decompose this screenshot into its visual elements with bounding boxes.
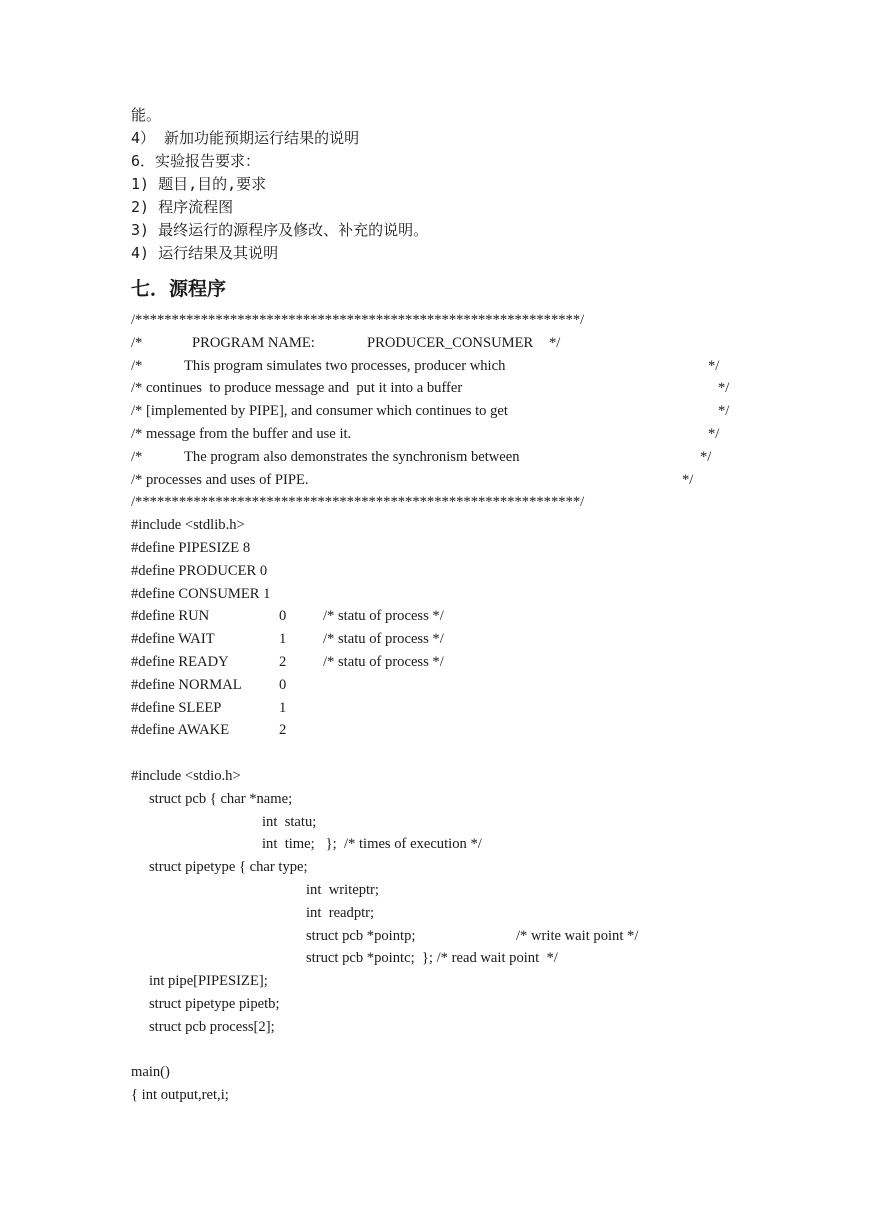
code-segment: */ — [708, 425, 720, 442]
code-segment: #define NORMAL — [131, 676, 242, 693]
code-segment: struct pipetype pipetb; — [149, 995, 280, 1012]
code-segment: 0 — [279, 608, 287, 625]
code-segment: /* [implemented by PIPE], and consumer which continues to get — [131, 403, 508, 420]
code-segment: */ — [549, 334, 561, 351]
requirement-line: 能。 — [131, 106, 162, 124]
requirement-line: 6．实验报告要求： — [131, 152, 261, 170]
code-segment: struct pcb *pointp; — [306, 927, 416, 944]
code-segment: */ — [682, 471, 694, 488]
code-segment: /* message from the buffer and use it. — [131, 425, 352, 442]
code-segment: 0 — [279, 676, 287, 693]
code-segment: #include <stdlib.h> — [131, 517, 245, 534]
code-segment: #define SLEEP — [131, 699, 222, 716]
code-segment: The program also demonstrates the synchronism between — [184, 448, 520, 465]
code-segment: int statu; — [262, 813, 317, 830]
code-segment: /*************************************************************/ — [131, 494, 585, 511]
code-segment: #define AWAKE — [131, 722, 230, 739]
code-segment: */ — [700, 448, 712, 465]
code-segment: /*************************************************************/ — [131, 312, 585, 328]
requirement-line: 4) 运行结果及其说明 — [131, 244, 279, 262]
code-segment: 2 — [279, 722, 287, 739]
code-segment: #define WAIT — [131, 631, 215, 648]
code-segment: 2 — [279, 653, 287, 670]
code-segment: /* continues to produce message and put it into a buffer — [131, 380, 463, 397]
code-segment: #define PRODUCER 0 — [131, 562, 268, 579]
code-segment: /* write wait point */ — [516, 927, 639, 944]
code-segment: struct pcb *pointc; }; /* read wait point */ — [306, 950, 558, 967]
code-segment: #define PIPESIZE 8 — [131, 539, 251, 556]
code-segment: */ — [718, 380, 730, 397]
code-segment: main() — [131, 1064, 170, 1081]
code-segment: int writeptr; — [306, 881, 379, 898]
code-segment: #define RUN — [131, 608, 210, 625]
code-segment: int readptr; — [306, 904, 375, 921]
code-segment: /* statu of process */ — [323, 608, 444, 625]
code-segment: /* statu of process */ — [323, 631, 444, 648]
requirement-line: 3) 最终运行的源程序及修改、补充的说明。 — [131, 221, 429, 239]
code-segment: PROGRAM NAME: — [192, 334, 315, 351]
code-segment: /* — [131, 357, 143, 374]
code-segment: This program simulates two processes, producer which — [184, 357, 506, 374]
code-segment: struct pcb { char *name; — [149, 790, 293, 807]
code-segment: int time; }; /* times of execution */ — [262, 836, 482, 853]
code-segment: #include <stdio.h> — [131, 767, 241, 784]
code-segment: struct pipetype { char type; — [149, 859, 308, 876]
requirement-line: 2) 程序流程图 — [131, 198, 234, 216]
code-segment: /* processes and uses of PIPE. — [131, 471, 309, 488]
code-segment: #define CONSUMER 1 — [131, 585, 271, 602]
requirements-list — [131, 104, 428, 265]
code-segment: PRODUCER_CONSUMER — [367, 334, 534, 351]
code-segment: 1 — [279, 699, 287, 716]
code-segment: #define READY — [131, 653, 229, 670]
code-segment: /* — [131, 334, 143, 351]
code-segment: struct pcb process[2]; — [149, 1018, 275, 1035]
code-segment: */ — [718, 403, 730, 420]
code-segment: int pipe[PIPESIZE]; — [149, 973, 268, 990]
code-segment: { int output,ret,i; — [131, 1087, 229, 1104]
code-segment: */ — [708, 357, 720, 374]
code-segment: /* — [131, 448, 143, 465]
code-segment: /* statu of process */ — [323, 653, 444, 670]
code-segment: 1 — [279, 631, 287, 648]
section-heading: 七．源程序 — [131, 278, 227, 300]
requirement-line: 4） 新加功能预期运行结果的说明 — [131, 129, 360, 147]
requirement-line: 1) 题目,目的,要求 — [131, 175, 267, 193]
